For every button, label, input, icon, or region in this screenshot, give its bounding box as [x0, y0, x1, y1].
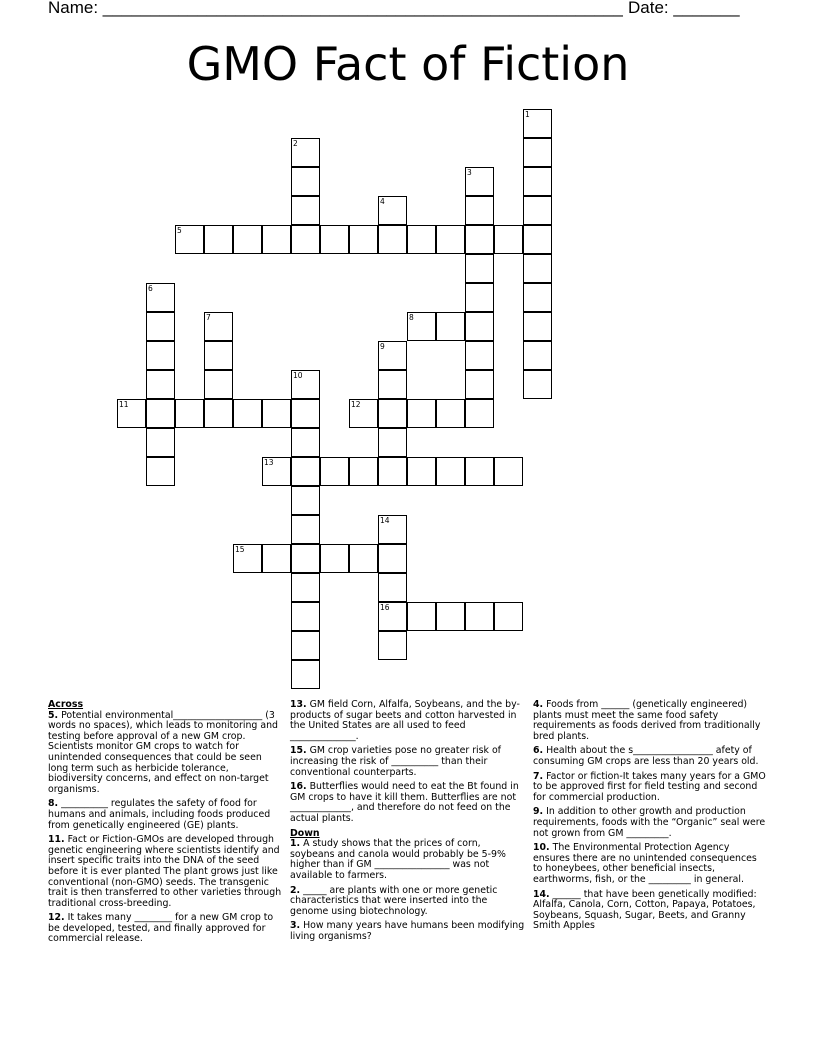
grid-cell[interactable] [465, 370, 494, 399]
grid-cell[interactable] [262, 399, 291, 428]
clue-across-12: 12. It takes many ________ for a new GM crop to be developed, tested, and finally approved for commercial release. [48, 912, 274, 945]
clue-down-6: 6. Health about the s_________________ afety of consuming GM crops are less than 20 years old. [533, 745, 759, 767]
date-field: Date: _______ [628, 0, 740, 17]
grid-cell[interactable] [436, 602, 465, 631]
clues-column-2 [290, 700, 526, 946]
grid-cell[interactable] [291, 515, 320, 544]
grid-cell[interactable] [407, 225, 436, 254]
grid-cell[interactable] [523, 283, 552, 312]
grid-cell[interactable] [465, 283, 494, 312]
grid-cell[interactable] [291, 573, 320, 602]
clue-across-5: 5. Potential environmental___________________ (3 words no spaces), which leads to monitoring and testing before approval of a new GM crop. Scientists monitor GM crops to watch for unintended consequences that could be seen long term such as herbicide tolerance, biodiversity concerns, and effect on non-target organisms. [48, 709, 278, 795]
grid-cell[interactable] [378, 544, 407, 573]
grid-cell[interactable] [407, 457, 436, 486]
clue-number: 6 [148, 284, 153, 293]
grid-cell[interactable] [291, 457, 320, 486]
grid-cell[interactable] [291, 631, 320, 660]
grid-cell[interactable] [146, 457, 175, 486]
grid-cell[interactable] [204, 341, 233, 370]
clue-across-16: 16. Butterflies would need to eat the Bt found in GM crops to have it kill them. Butterflies are not _____________, and therefore do not feed on the actual plants. [290, 781, 519, 824]
grid-cell[interactable] [494, 602, 523, 631]
grid-cell[interactable] [291, 196, 320, 225]
grid-cell[interactable] [436, 457, 465, 486]
grid-cell[interactable] [523, 370, 552, 399]
clue-number: 3 [467, 168, 472, 177]
grid-cell[interactable] [378, 399, 407, 428]
clue-down-9: 9. In addition to other growth and production requirements, foods with the “Organic” seal were not grown from GM _________. [533, 806, 766, 839]
grid-cell[interactable] [349, 457, 378, 486]
grid-cell[interactable] [291, 544, 320, 573]
grid-cell[interactable] [291, 660, 320, 689]
grid-cell[interactable] [291, 399, 320, 428]
grid-cell[interactable] [465, 457, 494, 486]
grid-cell[interactable] [262, 457, 291, 486]
grid-cell[interactable] [378, 631, 407, 660]
grid-cell[interactable] [233, 399, 262, 428]
grid-cell[interactable] [465, 312, 494, 341]
grid-cell[interactable] [407, 602, 436, 631]
grid-cell[interactable] [465, 254, 494, 283]
clue-number: 14 [380, 516, 390, 525]
clue-number: 10 [293, 371, 303, 380]
clue-across-15: 15. GM crop varieties pose no greater risk of increasing the risk of __________ than their conventional counterparts. [290, 745, 501, 778]
grid-cell[interactable] [436, 225, 465, 254]
clue-down-4: 4. Foods from ______ (genetically engineered) plants must meet the same food safety requirements as foods derived from traditionally bred plants. [533, 699, 761, 742]
clue-across-13: 13. GM field Corn, Alfalfa, Soybeans, and the by-products of sugar beets and cotton harvested in the United States are all used to feed ______________. [290, 699, 520, 742]
grid-cell[interactable] [262, 544, 291, 573]
grid-cell[interactable] [378, 225, 407, 254]
grid-cell[interactable] [465, 225, 494, 254]
grid-cell[interactable] [465, 399, 494, 428]
grid-cell[interactable] [233, 225, 262, 254]
clue-down-7: 7. Factor or fiction-It takes many years for a GMO to be approved first for field testing and second for commercial production. [533, 770, 766, 803]
grid-cell[interactable] [349, 399, 378, 428]
grid-cell[interactable] [117, 399, 146, 428]
grid-cell[interactable] [233, 544, 262, 573]
clue-down-2: 2. _____ are plants with one or more genetic characteristics that were inserted into the genome using biotechnology. [290, 884, 498, 917]
grid-cell[interactable] [175, 225, 204, 254]
grid-cell[interactable] [523, 109, 552, 138]
grid-cell[interactable] [523, 138, 552, 167]
page-title: GMO Fact of Fiction [186, 37, 630, 91]
grid-cell[interactable] [378, 515, 407, 544]
grid-cell[interactable] [523, 254, 552, 283]
clue-across-8: 8. __________ regulates the safety of food for humans and animals, including foods produced from genetically engineered (GE) plants. [48, 798, 271, 831]
down-heading: Down [290, 827, 320, 839]
grid-cell[interactable] [378, 457, 407, 486]
grid-cell[interactable] [204, 399, 233, 428]
clue-number: 5 [177, 226, 182, 235]
grid-cell[interactable] [146, 399, 175, 428]
grid-cell[interactable] [291, 225, 320, 254]
grid-cell[interactable] [291, 428, 320, 457]
grid-cell[interactable] [204, 225, 233, 254]
grid-cell[interactable] [494, 225, 523, 254]
grid-cell[interactable] [378, 602, 407, 631]
grid-cell[interactable] [465, 341, 494, 370]
clues-column-1 [48, 700, 283, 949]
grid-cell[interactable] [146, 283, 175, 312]
grid-cell[interactable] [494, 457, 523, 486]
grid-cell[interactable] [349, 225, 378, 254]
clue-number: 15 [235, 545, 245, 554]
grid-cell[interactable] [407, 312, 436, 341]
clue-number: 7 [206, 313, 211, 322]
grid-cell[interactable] [146, 428, 175, 457]
clues-column-3 [533, 700, 769, 936]
clue-number: 16 [380, 603, 390, 612]
clue-number: 13 [264, 458, 274, 467]
grid-cell[interactable] [291, 602, 320, 631]
grid-cell[interactable] [204, 312, 233, 341]
across-heading: Across [48, 699, 84, 710]
grid-cell[interactable] [262, 225, 291, 254]
clue-down-14: 14. ______ that have been genetically modified: Alfalfa, Canola, Corn, Cotton, Papaya, Potatoes, Soybeans, Squash, Sugar, Beets, and Granny Smith Apples [533, 888, 757, 932]
clue-number: 9 [380, 342, 385, 351]
grid-cell[interactable] [146, 341, 175, 370]
clue-across-11: 11. Fact or Fiction-GMOs are developed through genetic engineering where scientists identify and insert specific traits into the DNA of the seed before it is ever planted The plant grows just like conventional (non-GMO) seeds. The transgenic trait is then transferred to other varieties through traditional cross-breeding. [48, 834, 282, 909]
name-field: Name: _______________________________________________________ [48, 0, 623, 17]
clue-down-1: 1. A study shows that the prices of corn, soybeans and canola would probably be 5-9% higher than if GM ________________ was not available to farmers. [290, 838, 506, 881]
grid-cell[interactable] [523, 225, 552, 254]
clue-down-10: 10. The Environmental Protection Agency ensures there are no unintended consequences to honeybees, other beneficial insects, earthworms, fish, or the _________ in general. [533, 842, 757, 885]
grid-cell[interactable] [465, 196, 494, 225]
clue-number: 4 [380, 197, 385, 206]
grid-cell[interactable] [204, 370, 233, 399]
clue-down-3: 3. How many years have humans been modifying living organisms? [290, 920, 525, 942]
grid-cell[interactable] [378, 196, 407, 225]
grid-cell[interactable] [291, 486, 320, 515]
grid-cell[interactable] [175, 399, 204, 428]
grid-cell[interactable] [291, 167, 320, 196]
grid-cell[interactable] [320, 457, 349, 486]
grid-cell[interactable] [378, 370, 407, 399]
grid-cell[interactable] [523, 196, 552, 225]
grid-cell[interactable] [320, 225, 349, 254]
grid-cell[interactable] [291, 370, 320, 399]
clue-number: 2 [293, 139, 298, 148]
grid-cell[interactable] [407, 399, 436, 428]
grid-cell[interactable] [523, 341, 552, 370]
clue-number: 8 [409, 313, 414, 322]
grid-cell[interactable] [378, 428, 407, 457]
clue-number: 1 [525, 110, 530, 119]
grid-cell[interactable] [146, 312, 175, 341]
grid-cell[interactable] [146, 370, 175, 399]
grid-cell[interactable] [523, 312, 552, 341]
grid-cell[interactable] [320, 544, 349, 573]
clue-number: 12 [351, 400, 361, 409]
grid-cell[interactable] [291, 138, 320, 167]
grid-cell[interactable] [523, 167, 552, 196]
grid-cell[interactable] [436, 312, 465, 341]
grid-cell[interactable] [465, 167, 494, 196]
grid-cell[interactable] [378, 341, 407, 370]
grid-cell[interactable] [378, 573, 407, 602]
grid-cell[interactable] [436, 399, 465, 428]
grid-cell[interactable] [465, 602, 494, 631]
grid-cell[interactable] [349, 544, 378, 573]
clue-number: 11 [119, 400, 129, 409]
